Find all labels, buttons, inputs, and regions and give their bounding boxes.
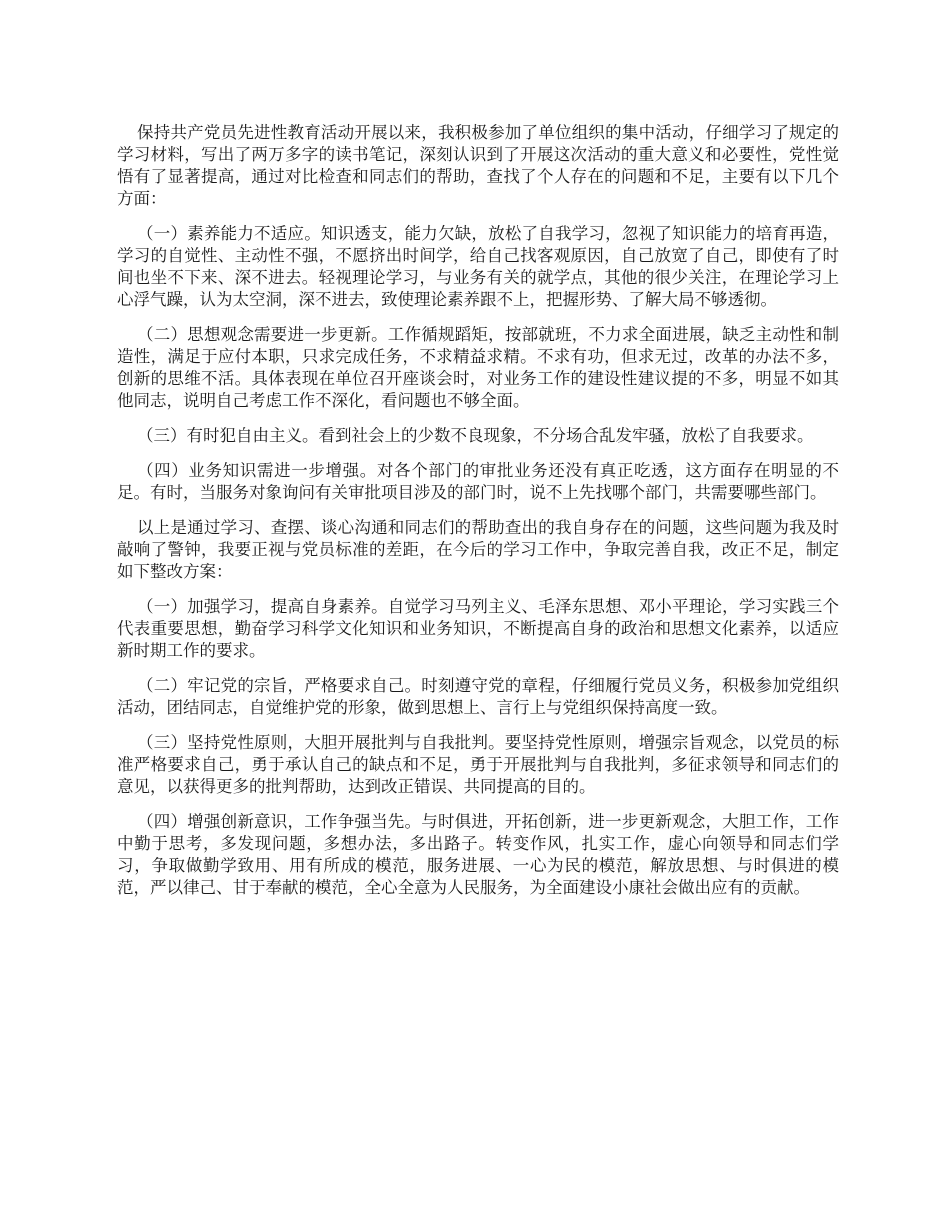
paragraph-problem-4: （四）业务知识需进一步增强。对各个部门的审批业务还没有真正吃透，这方面存在明显的不足。有时，当服务对象询问有关审批项目涉及的部门时，说不上先找哪个部门，共需要哪些部门。 bbox=[117, 461, 839, 502]
paragraph-plan-3: （三）坚持党性原则，大胆开展批判与自我批判。要坚持党性原则，增强宗旨观念，以党员的标准严格要求自己，勇于承认自己的缺点和不足，勇于开展批判与自我批判，多征求领导和同志们的意见，以获得更多的批判帮助，达到改正错误、共同提高的目的。 bbox=[117, 733, 839, 796]
paragraph-problem-1: （一）素养能力不适应。知识透支，能力欠缺，放松了自我学习，忽视了知识能力的培育再造，学习的自觉性、主动性不强，不愿挤出时间学，给自己找客观原因，自己放宽了自己，即使有了时间也坐不下来、深不进去。轻视理论学习，与业务有关的就学点，其他的很少关注，在理论学习上心浮气躁，认为太空洞，深不进去，致使理论素养跟不上，把握形势、了解大局不够透彻。 bbox=[117, 224, 839, 309]
paragraph-plan-2: （二）牢记党的宗旨，严格要求自己。时刻遵守党的章程，仔细履行党员义务，积极参加党组织活动，团结同志，自觉维护党的形象，做到思想上、言行上与党组织保持高度一致。 bbox=[117, 676, 839, 717]
paragraph-intro: 保持共产党员先进性教育活动开展以来，我积极参加了单位组织的集中活动，仔细学习了规定的学习材料，写出了两万多字的读书笔记，深刻认识到了开展这次活动的重大意义和必要性，党性觉悟有了显著提高，通过对比检查和同志们的帮助，查找了个人存在的问题和不足，主要有以下几个方面： bbox=[117, 123, 839, 208]
paragraph-transition: 以上是通过学习、查摆、谈心沟通和同志们的帮助查出的我自身存在的问题，这些问题为我及时敲响了警钟，我要正视与党员标准的差距，在今后的学习工作中，争取完善自我，改正不足，制定如下整改方案： bbox=[117, 518, 839, 581]
paragraph-plan-1: （一）加强学习，提高自身素养。自觉学习马列主义、毛泽东思想、邓小平理论，学习实践三个代表重要思想，勤奋学习科学文化知识和业务知识，不断提高自身的政治和思想文化素养，以适应新时期工作的要求。 bbox=[117, 597, 839, 660]
paragraph-problem-2: （二）思想观念需要进一步更新。工作循规蹈矩，按部就班，不力求全面进展，缺乏主动性和制造性，满足于应付本职，只求完成任务，不求精益求精。不求有功，但求无过，改革的办法不多，创新的思维不活。具体表现在单位召开座谈会时，对业务工作的建设性建议提的不多，明显不如其他同志，说明自己考虑工作不深化，看问题也不够全面。 bbox=[117, 325, 839, 410]
document-body bbox=[117, 122, 839, 912]
paragraph-problem-3: （三）有时犯自由主义。看到社会上的少数不良现象，不分场合乱发牢骚，放松了自我要求。 bbox=[137, 426, 814, 445]
paragraph-plan-4: （四）增强创新意识，工作争强当先。与时俱进，开拓创新，进一步更新观念，大胆工作，工作中勤于思考，多发现问题，多想办法，多出路子。转变作风，扎实工作，虚心向领导和同志们学习，争取做勤学致用、用有所成的模范，服务进展、一心为民的模范，解放思想、与时俱进的模范，严以律己、甘于奉献的模范，全心全意为人民服务，为全面建设小康社会做出应有的贡献。 bbox=[117, 812, 839, 897]
